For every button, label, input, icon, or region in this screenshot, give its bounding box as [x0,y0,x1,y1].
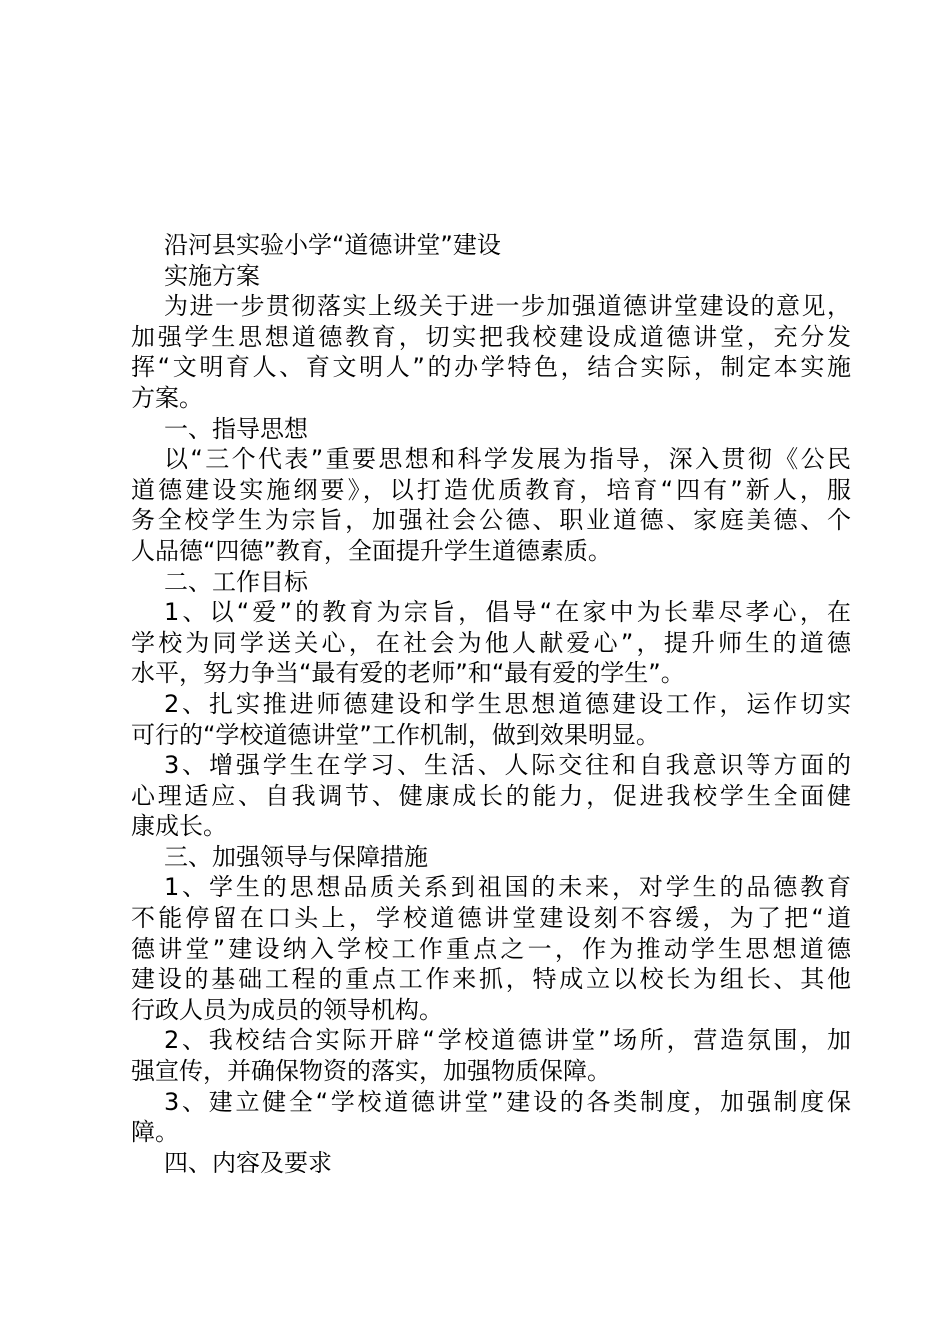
text-line: 建设的基础工程的重点工作来抓，特成立以校长为组长、其他 [131,965,851,994]
text-line: 为进一步贯彻落实上级关于进一步加强道德讲堂建设的意见， [164,292,851,321]
text-line: 以“三个代表”重要思想和科学发展为指导，深入贯彻《公民 [164,445,851,474]
text-line: 挥“文明育人、育文明人”的办学特色，结合实际，制定本实施 [131,353,851,382]
text-line: 一、指导思想 [164,414,308,443]
document-body [131,230,851,1178]
text-line: 方案。 [131,383,203,412]
text-line: 2、我校结合实际开辟“学校道德讲堂”场所，营造氛围，加 [164,1026,851,1055]
text-line: 加强学生思想道德教育，切实把我校建设成道德讲堂，充分发 [131,322,851,351]
document-subtitle: 实施方案 [164,261,260,290]
text-line: 水平，努力争当“最有爱的老师”和“最有爱的学生”。 [131,659,685,688]
text-line: 学校为同学送关心，在社会为他人献爱心”，提升师生的道德 [131,628,851,657]
text-line: 三、加强领导与保障措施 [164,842,428,871]
text-line: 务全校学生为宗旨，加强社会公德、职业道德、家庭美德、个 [131,506,851,535]
text-line: 德讲堂”建设纳入学校工作重点之一，作为推动学生思想道德 [131,934,851,963]
text-line: 行政人员为成员的领导机构。 [131,995,443,1024]
text-line: 不能停留在口头上，学校道德讲堂建设刻不容缓，为了把“道 [131,904,851,933]
document-title: 沿河县实验小学“道德讲堂”建设 [164,231,501,259]
text-line: 二、工作目标 [164,567,308,596]
text-line: 3、增强学生在学习、生活、人际交往和自我意识等方面的 [164,751,851,780]
text-line: 康成长。 [131,812,227,841]
text-line: 1、以“爱”的教育为宗旨，倡导“在家中为长辈尽孝心，在 [164,598,851,627]
text-line: 1、学生的思想品质关系到祖国的未来，对学生的品德教育 [164,873,851,902]
text-line: 四、内容及要求 [164,1148,332,1177]
text-line: 3、建立健全“学校道德讲堂”建设的各类制度，加强制度保 [164,1087,851,1116]
text-line: 强宣传，并确保物资的落实，加强物质保障。 [131,1057,611,1086]
text-line: 2、扎实推进师德建设和学生思想道德建设工作，运作切实 [164,689,851,718]
text-line: 可行的“学校道德讲堂”工作机制，做到效果明显。 [131,720,660,749]
text-line: 人品德“四德”教育，全面提升学生道德素质。 [131,536,612,565]
text-line: 心理适应、自我调节、健康成长的能力，促进我校学生全面健 [131,781,851,810]
text-line: 障。 [131,1118,179,1147]
document-text [131,291,851,1178]
text-line: 道德建设实施纲要》，以打造优质教育，培育“四有”新人，服 [131,475,851,504]
